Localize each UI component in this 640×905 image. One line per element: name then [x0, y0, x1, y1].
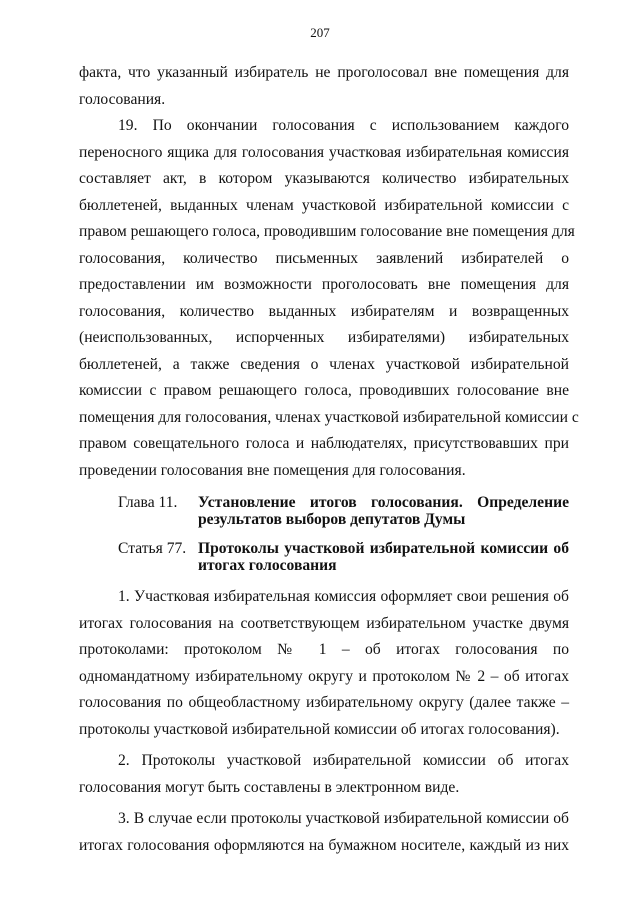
text-line: 3. В случае если протоколы участковой избирательной комиссии об: [118, 810, 569, 827]
paragraph-3: [79, 806, 569, 859]
text-line: проведении голосования вне помещения для голосования.: [79, 461, 466, 479]
article-title-line: Протоколы участковой избирательной комиссии об: [198, 540, 569, 557]
text-line: протоколы участковой избирательной комиссии об итогах голосования).: [79, 720, 560, 738]
text-line: комиссии с правом решающего голоса, проводивших голосование вне: [79, 382, 569, 399]
text-line: итогах голосования на соответствующем избирательном участке двумя: [79, 614, 569, 632]
text-line: правом решающего голоса, проводившим голосование вне помещения для: [79, 223, 575, 240]
text-line: голосования, количество письменных заявлений избирателей о: [79, 249, 569, 267]
text-line: факта, что указанный избиратель не проголосовал вне помещения для: [79, 64, 569, 81]
text-line: помещения для голосования, членах участковой избирательной комиссии с: [79, 408, 579, 426]
article-heading: [79, 540, 569, 574]
text-line: правом совещательного голоса и наблюдателях, присутствовавших при: [79, 435, 569, 452]
page-number: 207: [310, 25, 330, 40]
text-line: переносного ящика для голосования участковая избирательная комиссия: [79, 143, 569, 161]
text-line: бюллетеней, а также сведения о членах участковой избирательной: [79, 355, 569, 373]
article-label: Статья 77.: [118, 540, 187, 557]
paragraph-continuation: [79, 60, 569, 113]
chapter-heading: [79, 494, 569, 528]
text-line: протоколами: протоколом № 1 – об итогах голосования по: [79, 641, 569, 658]
chapter-title-line: Установление итогов голосования. Определение: [198, 494, 569, 511]
text-line: (неиспользованных, испорченных избирателями) избирательных: [79, 329, 569, 346]
document-body: [79, 60, 579, 859]
text-line: голосования по общеобластному избирательному округу (далее также –: [79, 694, 569, 711]
article-title: [198, 540, 569, 574]
chapter-label: Глава 11.: [118, 494, 178, 511]
paragraph-2: [79, 748, 569, 801]
text-line: 2. Протоколы участковой избирательной комиссии об итогах: [118, 752, 569, 769]
paragraph-19: [79, 113, 579, 484]
text-line: итогах голосования оформляются на бумажном носителе, каждый из них: [79, 836, 569, 854]
article-title-line: итогах голосования: [198, 557, 337, 574]
text-line: голосования.: [79, 90, 166, 108]
text-line: 19. По окончании голосования с использованием каждого: [118, 117, 569, 134]
text-line: 1. Участковая избирательная комиссия оформляет свои решения об: [118, 588, 569, 605]
text-line: составляет акт, в котором указываются количество избирательных: [79, 170, 569, 187]
text-line: голосования могут быть составлены в электронном виде.: [79, 778, 460, 796]
text-line: бюллетеней, выданных членам участковой избирательной комиссии с: [79, 196, 569, 214]
text-line: голосования, количество выданных избирателям и возвращенных: [79, 302, 569, 320]
text-line: предоставлении им возможности проголосовать вне помещения для: [79, 276, 569, 293]
paragraph-1: [79, 584, 569, 743]
chapter-title: [198, 494, 569, 528]
chapter-title-line: результатов выборов депутатов Думы: [198, 511, 466, 528]
text-line: одномандатному избирательному округу и протоколом № 2 – об итогах: [79, 667, 569, 685]
